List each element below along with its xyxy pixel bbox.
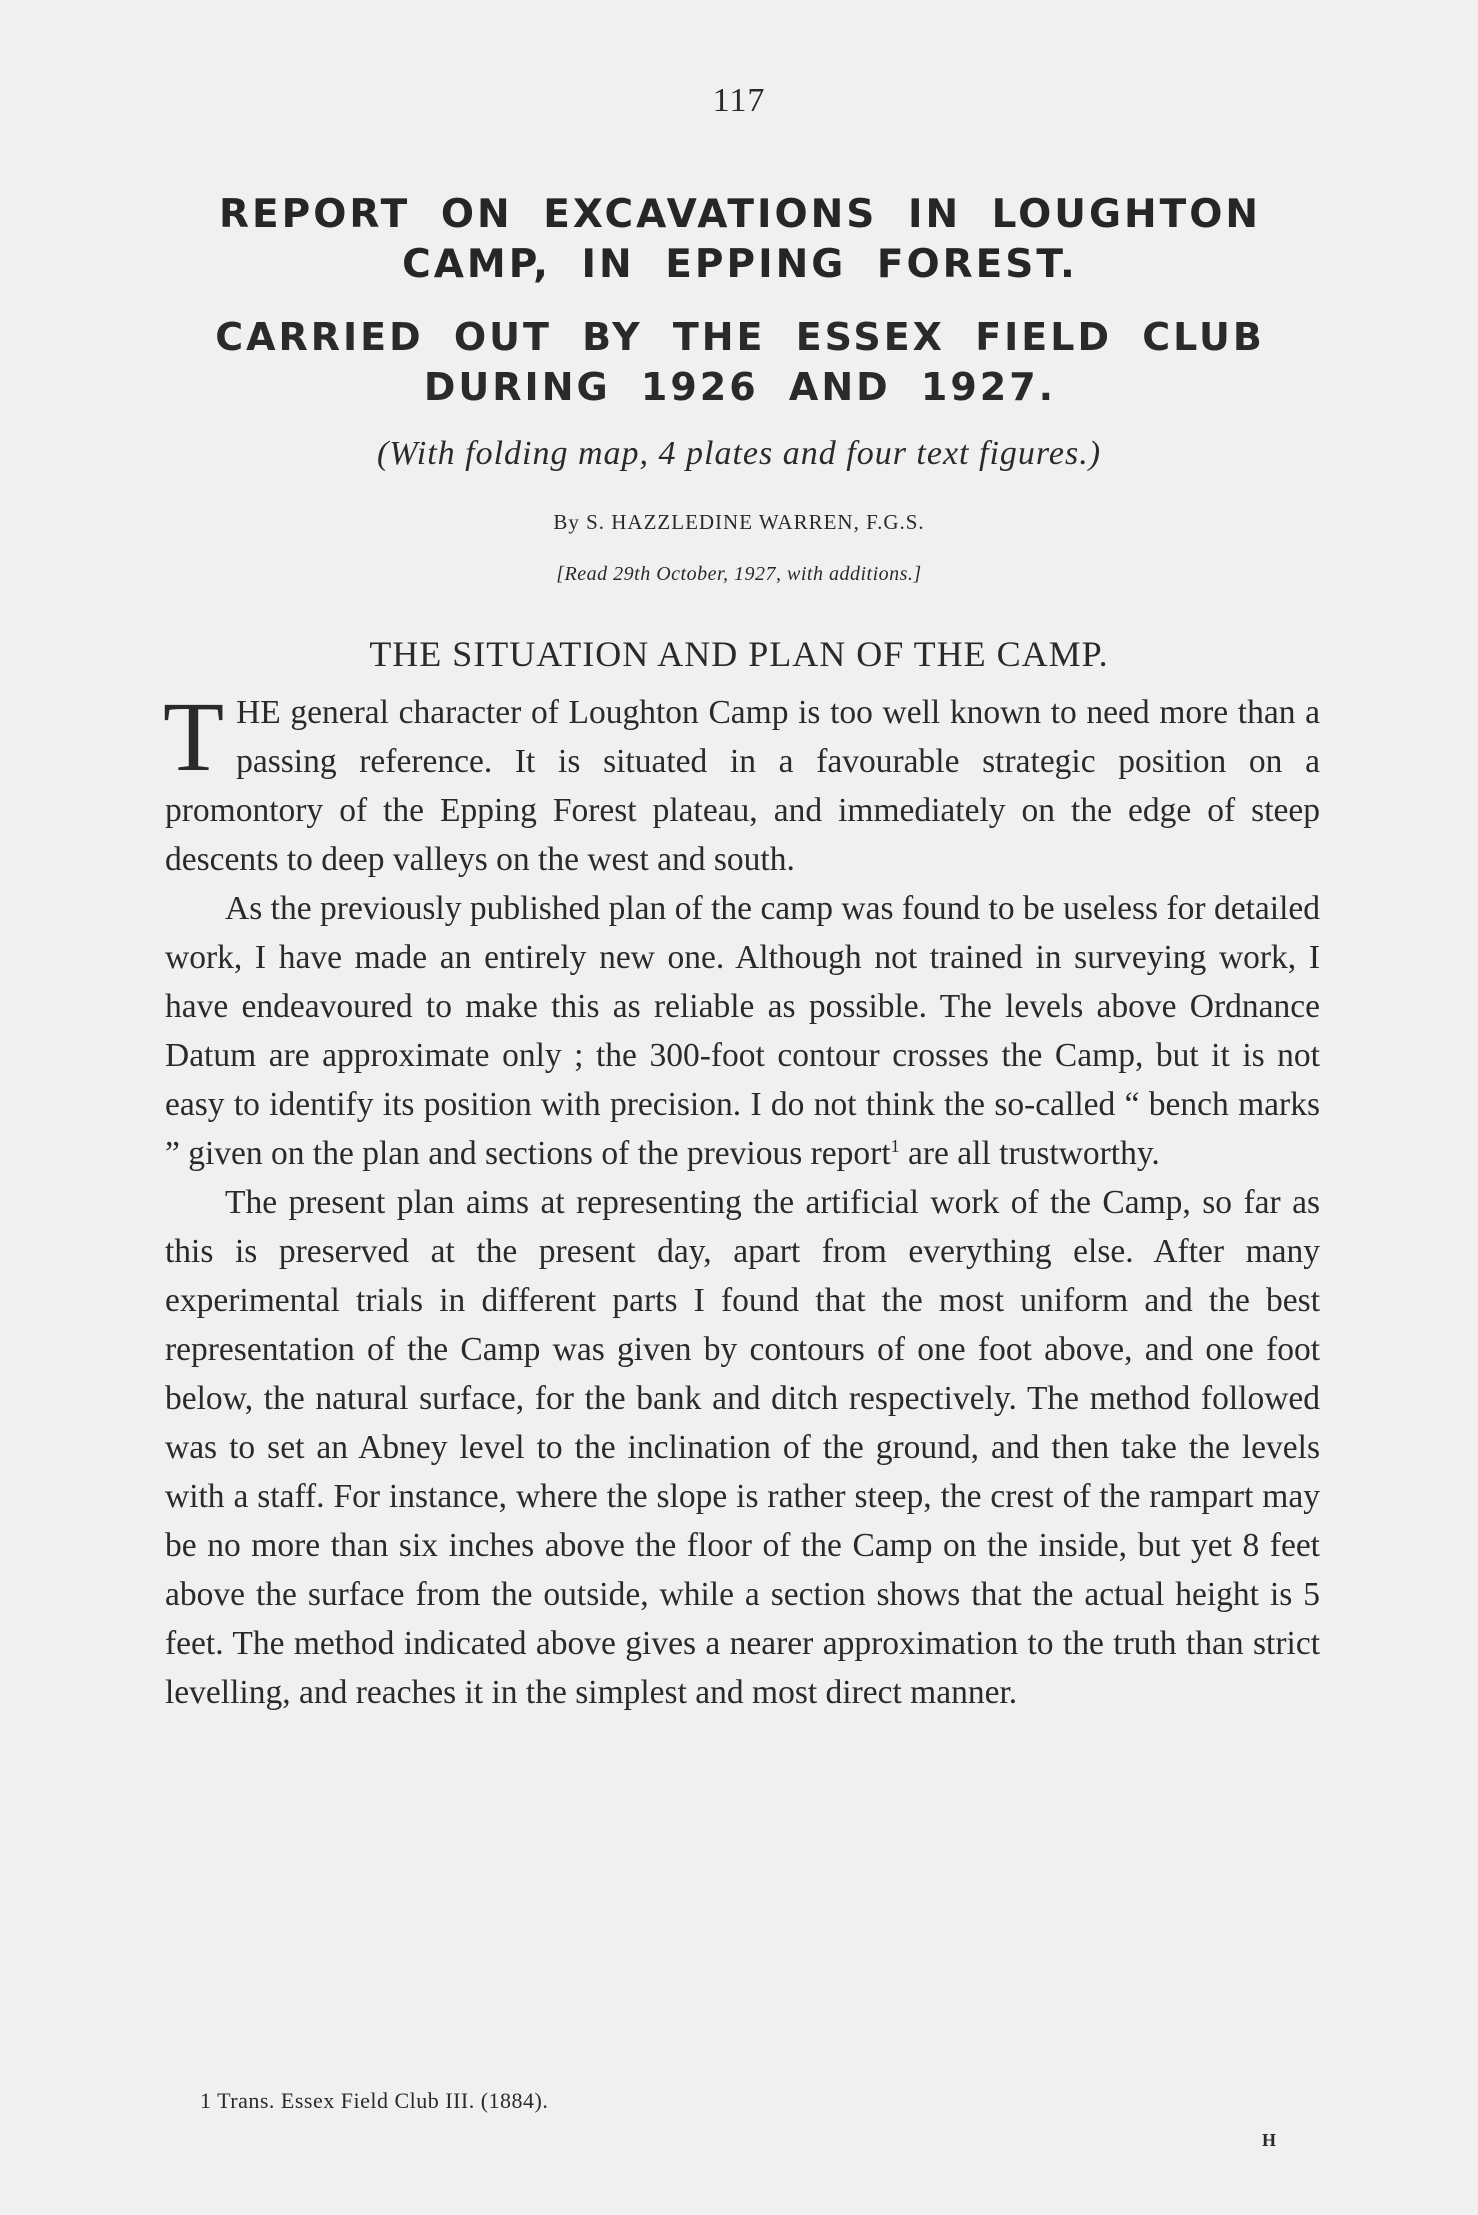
footnote: 1 Trans. Essex Field Club III. (1884). <box>200 2088 549 2113</box>
page-number: 117 <box>712 82 766 119</box>
paragraph-2-tail: are all trustworthy. <box>899 1135 1160 1172</box>
read-date-note: [Read 29th October, 1927, with additions.] <box>556 563 922 585</box>
paragraph-3: The present plan aims at representing the artificial work of the Camp, so far as this is preserved at the present day, apart from everything else. After many experimental trials in different parts I found that the most uniform and the best representation of the Camp was given by contours of one foot above, and one foot below, the natural surface, for the bank and ditch respectively. The method followed was to set an Abney level to the inclination of the ground, and then take the levels with a staff. For instance, where the slope is rather steep, the crest of the rampart may be no more than six inches above the floor of the Camp on the inside, but yet 8 feet above the surface from the outside, while a section shows that the actual height is 5 feet. The method indicated above gives a nearer approximation to the truth than strict levelling, and reaches it in the simplest and most direct manner. <box>165 1184 1320 1711</box>
subtitle-line-2: DURING 1926 AND 1927. <box>423 365 1057 409</box>
article-subtitle <box>150 312 1330 412</box>
author-byline: By S. HAZZLEDINE WARREN, F.G.S. <box>553 510 925 534</box>
illustration-note: (With folding map, 4 plates and four text figures.) <box>376 435 1102 472</box>
paragraph-2 <box>165 884 1320 1178</box>
paragraph-1 <box>163 681 1320 884</box>
title-line-1: REPORT ON EXCAVATIONS IN LOUGHTON <box>218 192 1262 237</box>
paragraph-1-text: HE general character of Loughton Camp is too well known to need more than a passing reference. It is situated in a favourable strategic position on a promontory of the Epping Forest plateau, and immediately on the edge of steep descents to deep valleys on the west and south. <box>165 694 1320 878</box>
article-title <box>150 190 1330 290</box>
body-text <box>163 681 1320 1717</box>
title-line-2: CAMP, IN EPPING FOREST. <box>402 242 1078 287</box>
paragraph-2-text: As the previously published plan of the camp was found to be useless for detailed work, I have made an entirely new one. Although not trained in surveying work, I have endeavoured to make this as reliable as possible. The levels above Ordnance Datum are approximate only ; the 300-foot contour crosses the Camp, but it is not easy to identify its position with precision. I do not think the so-called “ bench marks ” given on the plan and sections of the previous report <box>165 890 1320 1172</box>
subtitle-line-1: CARRIED OUT BY THE ESSEX FIELD CLUB <box>215 315 1265 359</box>
signature-mark: H <box>1262 2130 1277 2150</box>
drop-cap: T <box>163 681 225 792</box>
footnote-ref: 1 <box>890 1135 900 1156</box>
section-heading: THE SITUATION AND PLAN OF THE CAMP. <box>369 634 1109 674</box>
